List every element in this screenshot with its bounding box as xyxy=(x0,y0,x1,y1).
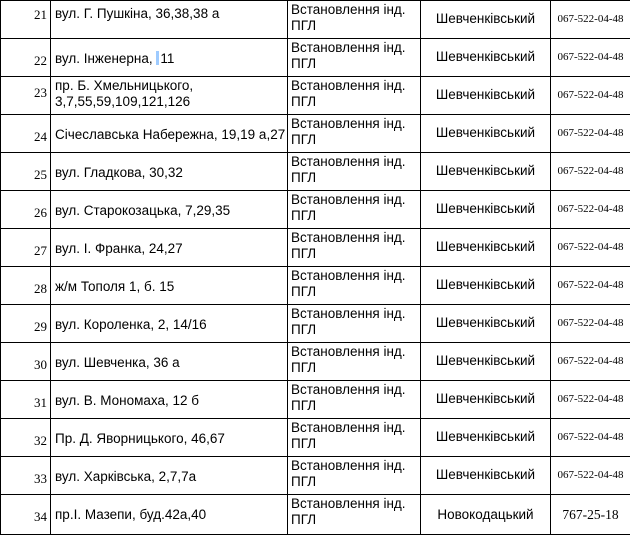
row-number: 32 xyxy=(1,419,51,457)
phone-cell: 067-522-04-48 xyxy=(551,39,630,77)
phone-cell: 067-522-04-48 xyxy=(551,305,630,343)
work-type-line: ПГЛ xyxy=(291,436,317,451)
address-cell: вул. Короленка, 2, 14/16 xyxy=(51,305,288,343)
work-type-line: Встановлення інд. xyxy=(291,382,406,397)
text-cursor-highlight xyxy=(156,51,159,65)
district-cell: Шевченківський xyxy=(421,381,551,419)
district-cell: Шевченківський xyxy=(421,153,551,191)
work-type-line: Встановлення інд. xyxy=(291,40,406,55)
table-row xyxy=(1,343,630,381)
district-cell: Шевченківський xyxy=(421,39,551,77)
phone-cell: 067-522-04-48 xyxy=(551,229,630,267)
address-cell: вул. І. Франка, 24,27 xyxy=(51,229,288,267)
work-type-line: ПГЛ xyxy=(291,56,317,71)
table-row xyxy=(1,305,630,343)
address-cell: вул. Інженерна, 11 xyxy=(51,39,288,77)
address-cell: ж/м Тополя 1, б. 15 xyxy=(51,267,288,305)
district-cell: Шевченківський xyxy=(421,343,551,381)
district-cell: Шевченківський xyxy=(421,305,551,343)
work-type-cell xyxy=(288,343,421,381)
table-row xyxy=(1,381,630,419)
row-number: 29 xyxy=(1,305,51,343)
district-cell: Шевченківський xyxy=(421,77,551,115)
row-number: 28 xyxy=(1,267,51,305)
address-cell: пр. Б. Хмельницького, 3,7,55,59,109,121,126 xyxy=(51,77,288,115)
phone-cell: 067-522-04-48 xyxy=(551,1,630,39)
phone-cell: 067-522-04-48 xyxy=(551,419,630,457)
work-type-cell xyxy=(288,115,421,153)
work-type-cell xyxy=(288,457,421,495)
address-cell: вул. Гладкова, 30,32 xyxy=(51,153,288,191)
table-row xyxy=(1,153,630,191)
address-cell: вул. Харківська, 2,7,7а xyxy=(51,457,288,495)
row-number: 24 xyxy=(1,115,51,153)
row-number: 26 xyxy=(1,191,51,229)
row-number: 25 xyxy=(1,153,51,191)
table-row xyxy=(1,419,630,457)
table-row xyxy=(1,267,630,305)
work-type-line: ПГЛ xyxy=(291,322,317,337)
phone-cell: 767-25-18 xyxy=(551,495,630,535)
work-type-line: Встановлення інд. xyxy=(291,230,406,245)
phone-cell: 067-522-04-48 xyxy=(551,153,630,191)
phone-cell: 067-522-04-48 xyxy=(551,115,630,153)
table-row xyxy=(1,457,630,495)
work-type-cell xyxy=(288,153,421,191)
work-type-line: Встановлення інд. xyxy=(291,2,406,17)
work-type-line: Встановлення інд. xyxy=(291,116,406,131)
row-number: 27 xyxy=(1,229,51,267)
work-type-line: ПГЛ xyxy=(291,94,317,109)
row-number: 23 xyxy=(1,77,51,115)
address-cell: Пр. Д. Яворницького, 46,67 xyxy=(51,419,288,457)
work-type-cell xyxy=(288,39,421,77)
work-type-cell xyxy=(288,77,421,115)
table-row xyxy=(1,39,630,77)
table-row xyxy=(1,115,630,153)
district-cell: Шевченківський xyxy=(421,457,551,495)
work-type-line: ПГЛ xyxy=(291,246,317,261)
work-type-line: Встановлення інд. xyxy=(291,344,406,359)
table-row xyxy=(1,1,630,39)
district-cell: Шевченківський xyxy=(421,1,551,39)
work-type-cell xyxy=(288,229,421,267)
table-row xyxy=(1,191,630,229)
work-type-line: Встановлення інд. xyxy=(291,458,406,473)
work-type-line: ПГЛ xyxy=(291,512,317,527)
phone-cell: 067-522-04-48 xyxy=(551,191,630,229)
phone-cell: 067-522-04-48 xyxy=(551,343,630,381)
work-type-line: Встановлення інд. xyxy=(291,192,406,207)
work-type-line: ПГЛ xyxy=(291,284,317,299)
work-type-line: Встановлення інд. xyxy=(291,420,406,435)
address-cell: Січеславська Набережна, 19,19 а,27 xyxy=(51,115,288,153)
work-type-line: ПГЛ xyxy=(291,170,317,185)
work-type-cell xyxy=(288,495,421,535)
address-cell: пр.І. Мазепи, буд.42а,40 xyxy=(51,495,288,535)
work-type-cell xyxy=(288,305,421,343)
work-type-line: ПГЛ xyxy=(291,132,317,147)
work-type-cell xyxy=(288,419,421,457)
work-type-line: Встановлення інд. xyxy=(291,78,406,93)
district-cell: Шевченківський xyxy=(421,419,551,457)
work-type-line: Встановлення інд. xyxy=(291,496,406,511)
work-type-cell xyxy=(288,191,421,229)
district-cell: Шевченківський xyxy=(421,267,551,305)
district-cell: Шевченківський xyxy=(421,115,551,153)
table-row xyxy=(1,495,630,535)
work-type-line: Встановлення інд. xyxy=(291,268,406,283)
table-body xyxy=(1,1,630,535)
row-number: 21 xyxy=(1,1,51,39)
work-type-line: ПГЛ xyxy=(291,208,317,223)
row-number: 34 xyxy=(1,495,51,535)
table-row xyxy=(1,77,630,115)
row-number: 22 xyxy=(1,39,51,77)
address-cell: вул. В. Мономаха, 12 б xyxy=(51,381,288,419)
work-type-cell xyxy=(288,381,421,419)
work-type-line: Встановлення інд. xyxy=(291,154,406,169)
district-cell: Шевченківський xyxy=(421,229,551,267)
address-cell: вул. Старокозацька, 7,29,35 xyxy=(51,191,288,229)
phone-cell: 067-522-04-48 xyxy=(551,77,630,115)
work-type-line: Встановлення інд. xyxy=(291,306,406,321)
work-type-cell xyxy=(288,1,421,39)
work-type-line: ПГЛ xyxy=(291,18,317,33)
row-number: 33 xyxy=(1,457,51,495)
work-type-line: ПГЛ xyxy=(291,474,317,489)
phone-cell: 067-522-04-48 xyxy=(551,457,630,495)
table-row xyxy=(1,229,630,267)
district-cell: Шевченківський xyxy=(421,191,551,229)
work-type-cell xyxy=(288,267,421,305)
phone-cell: 067-522-04-48 xyxy=(551,267,630,305)
district-cell: Новокодацький xyxy=(421,495,551,535)
address-cell: вул. Г. Пушкіна, 36,38,38 а xyxy=(51,1,288,39)
work-type-line: ПГЛ xyxy=(291,398,317,413)
work-type-line: ПГЛ xyxy=(291,360,317,375)
row-number: 30 xyxy=(1,343,51,381)
row-number: 31 xyxy=(1,381,51,419)
address-cell: вул. Шевченка, 36 а xyxy=(51,343,288,381)
phone-cell: 067-522-04-48 xyxy=(551,381,630,419)
